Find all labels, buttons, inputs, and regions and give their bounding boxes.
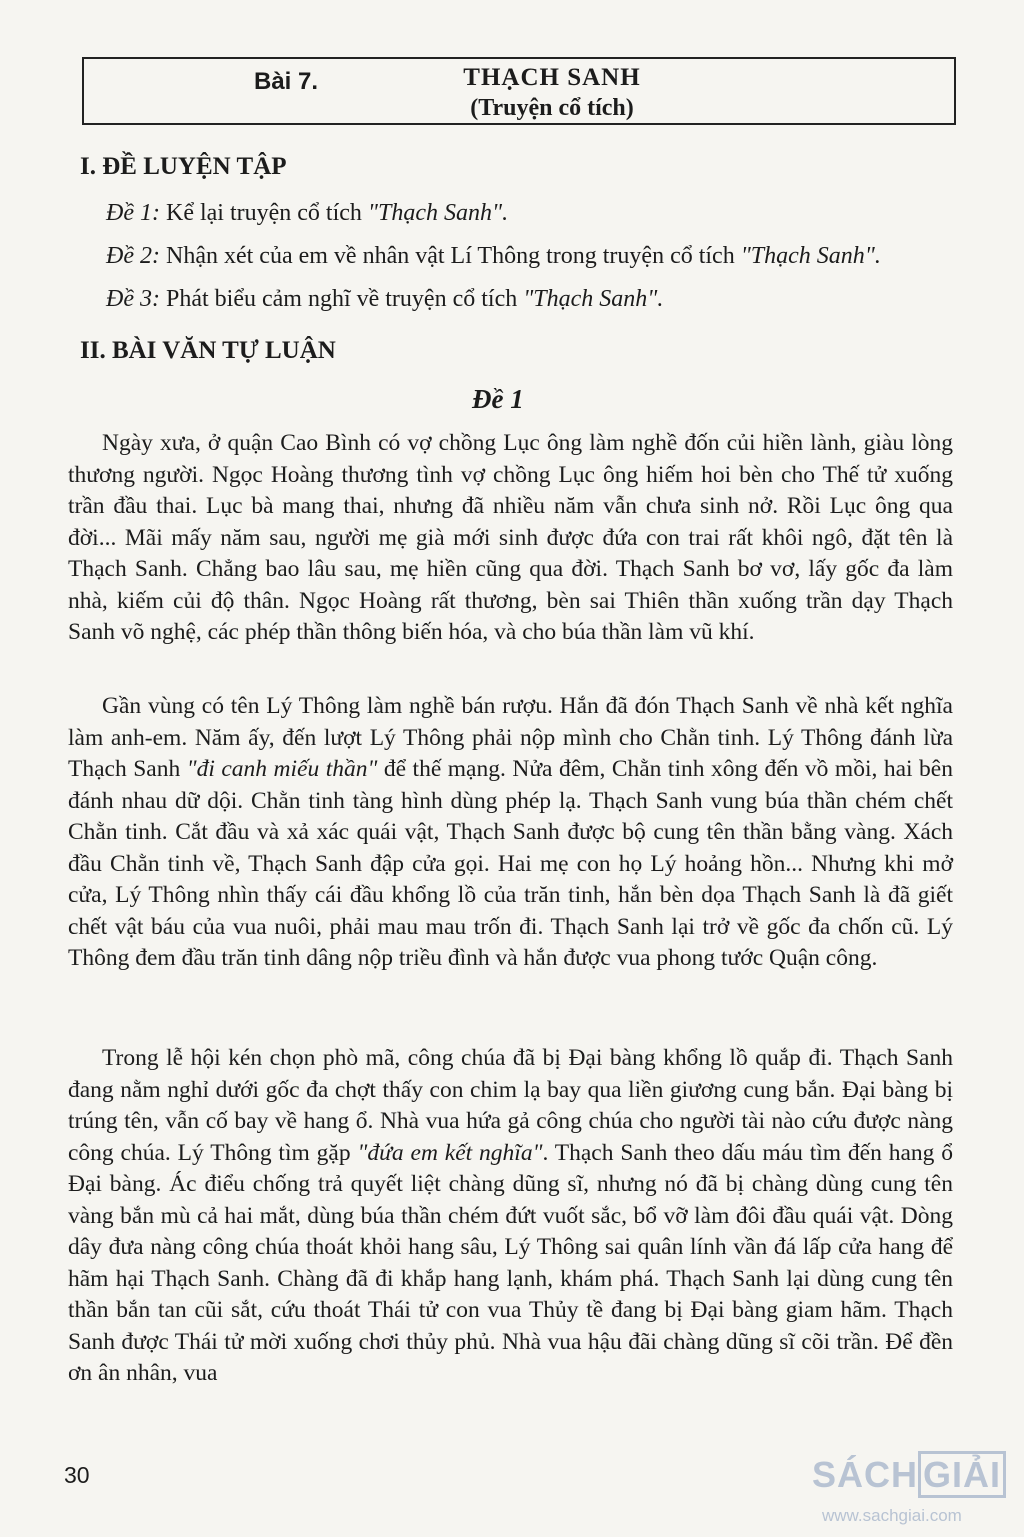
watermark-url: www.sachgiai.com	[822, 1506, 962, 1525]
section-heading-essay: II. BÀI VĂN TỰ LUẬN	[80, 337, 336, 364]
essay-paragraph	[68, 428, 953, 649]
page-number: 30	[64, 1462, 90, 1488]
practice-topic	[106, 286, 663, 313]
topic-label: Đề 3:	[106, 286, 160, 312]
essay-paragraph	[68, 691, 953, 975]
watermark-logo	[812, 1454, 1022, 1534]
paragraph-text: để thế mạng. Nửa đêm, Chằn tinh xông đến vồ mồi, hai bên đánh nhau dữ dội. Chằn tinh tàng hình dùng phép lạ. Thạch Sanh vung búa thần chém chết Chằn tinh. Cắt đầu và xả xác quái vật, Thạch Sanh được bộ cung tên thần bằng vàng. Xách đầu Chằn tinh về, Thạch Sanh đập cửa gọi. Hai mẹ con họ Lý hoảng hồn... Nhưng khi mở cửa, Lý Thông nhìn thấy cái đầu khổng lồ của trăn tinh, hắn bèn dọa Thạch Sanh là đã giết chết vật báu của vua nuôi, phải mau mau trốn đi. Thạch Sanh lại trở về gốc đa chốn cũ. Lý Thông đem đầu trăn tinh dâng nộp triều đình và hắn được vua phong tước Quận công.	[68, 756, 953, 971]
essay-paragraph	[68, 1043, 953, 1390]
watermark-brand-left: SÁCH	[812, 1454, 919, 1495]
paragraph-quote: "đi canh miếu thần"	[186, 756, 378, 782]
lesson-title-box	[82, 57, 956, 125]
topic-text: Phát biểu cảm nghĩ về truyện cổ tích	[159, 286, 524, 312]
watermark-brand-box: GIẢI	[918, 1451, 1006, 1498]
topic-label: Đề 2:	[106, 243, 160, 269]
paragraph-text: Trong lễ hội kén chọn phò mã, công chúa đã bị Đại bàng khổng lồ quắp đi. Thạch Sanh đang nằm nghỉ dưới gốc đa chợt thấy con chim lạ bay qua liền giương cung bắn. Đại bàng bị trúng tên, vẫn cố bay về hang ổ. Nhà vua hứa gả công chúa cho người tài nào cứu được nàng công chúa. Lý Thông tìm gặp	[68, 1045, 953, 1166]
paragraph-text: . Thạch Sanh theo dấu máu tìm đến hang ổ Đại bàng. Ác điểu chống trả quyết liệt chàng dũng sĩ, nhưng nó đã bị chàng dùng cung tên vàng bắn mù cả hai mắt, dùng búa thần chém đứt vuốt sắc, bổ vỡ làm đôi đầu quái vật. Dòng dây đưa nàng công chúa thoát khỏi hang sâu, Lý Thông sai quân lính vần đá lấp cửa hang để hãm hại Thạch Sanh. Chàng đã đi khắp hang lạnh, khám phá. Thạch Sanh lại dùng cung tên thần bắn tan cũi sắt, cứu thoát Thái tử con vua Thủy tề đang bị Đại bàng giam hãm. Thạch Sanh được Thái tử mời xuống chơi thủy phủ. Nhà vua hậu đãi chàng dũng sĩ cõi trần. Để đền ơn ân nhân, vua	[68, 1139, 954, 1386]
topic-text: Kể lại truyện cổ tích	[159, 200, 368, 226]
lesson-subtitle: (Truyện cổ tích)	[470, 95, 634, 121]
topic-text: Nhận xét của em về nhân vật Lí Thông trong truyện cổ tích	[159, 243, 741, 269]
topic-story-title: "Thạch Sanh".	[740, 243, 881, 269]
practice-topic	[106, 200, 508, 227]
topic-story-title: "Thạch Sanh".	[367, 200, 509, 226]
paragraph-quote: "đứa em kết nghĩa"	[357, 1139, 543, 1166]
watermark-brand	[812, 1454, 1022, 1496]
topic-story-title: "Thạch Sanh".	[523, 286, 664, 312]
topic-label: Đề 1:	[106, 200, 160, 226]
section-heading-practice: I. ĐỀ LUYỆN TẬP	[80, 153, 287, 180]
paragraph-text: Gần vùng có tên Lý Thông làm nghề bán rượu. Hắn đã đón Thạch Sanh về nhà kết nghĩa làm anh-em. Năm ấy, đến lượt Lý Thông phải nộp mình cho Chằn tinh. Lý Thông đánh lừa Thạch Sanh	[68, 693, 953, 782]
lesson-title: THẠCH SANH	[463, 64, 641, 91]
practice-topic	[106, 243, 881, 270]
lesson-number: Bài 7.	[254, 68, 319, 95]
paragraph-text: Ngày xưa, ở quận Cao Bình có vợ chồng Lục ông làm nghề đốn củi hiền lành, giàu lòng thương người. Ngọc Hoàng thương tình vợ chồng Lục ông hiếm hoi bèn cho Thế tử xuống trần đầu thai. Lục bà mang thai, nhưng đã nhiều năm vẫn chưa sinh nở. Rồi Lục ông qua đời... Mãi mấy năm sau, người mẹ già mới sinh được đứa con trai rất khôi ngô, đặt tên là Thạch Sanh. Chẳng bao lâu sau, mẹ hiền cũng qua đời. Thạch Sanh bơ vơ, lấy gốc đa làm nhà, kiếm củi độ thân. Ngọc Hoàng rất thương, bèn sai Thiên thần xuống trần dạy Thạch Sanh võ nghệ, các phép thần thông biến hóa, và cho búa thần làm vũ khí.	[68, 430, 953, 645]
essay-subheading: Đề 1	[472, 384, 524, 414]
